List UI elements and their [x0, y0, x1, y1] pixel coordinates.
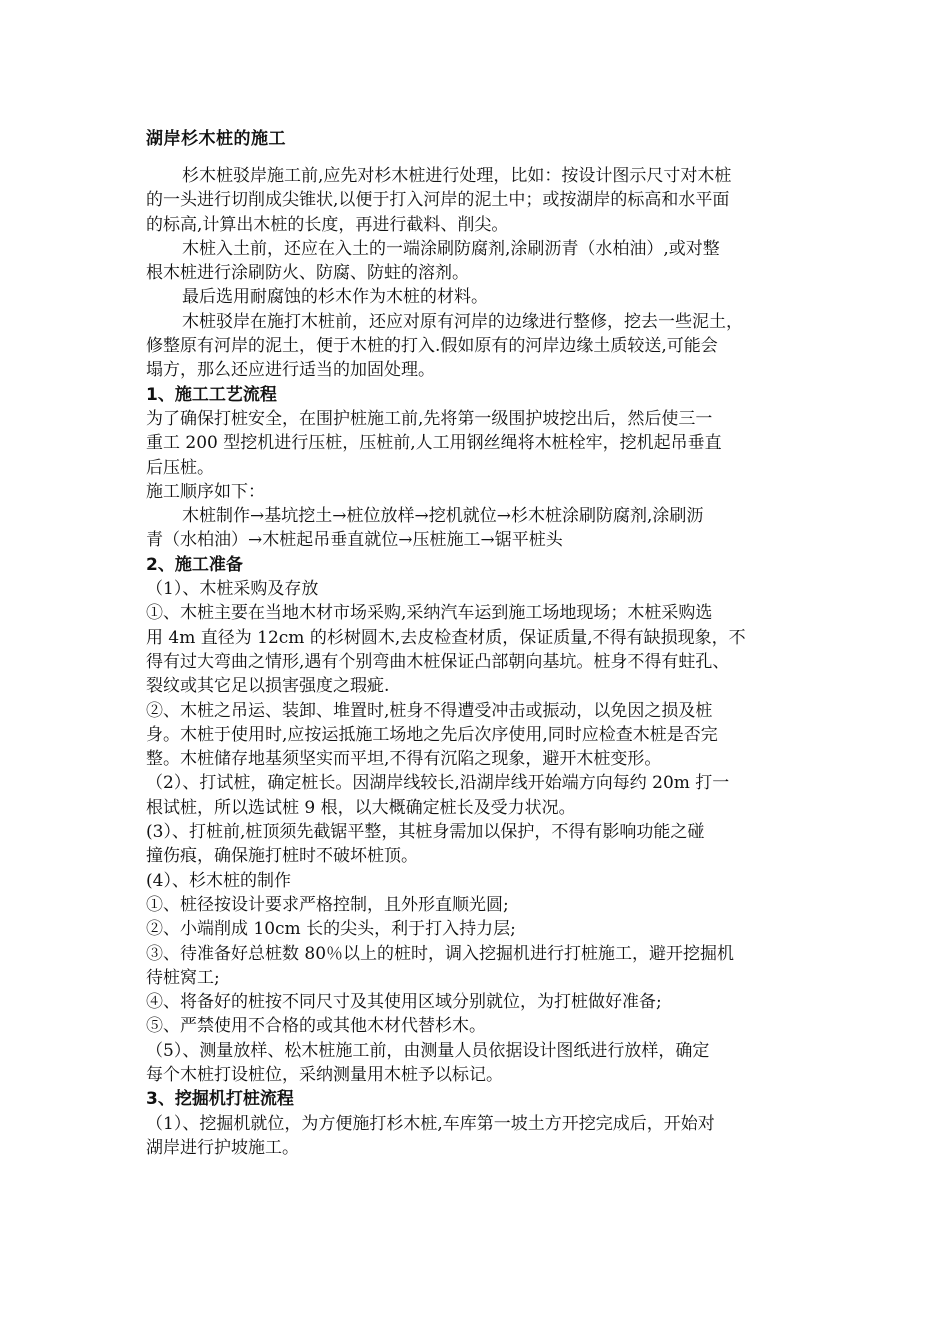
text-line: 根试桩，所以选试桩 9 根，以大概确定桩长及受力状况。 — [146, 797, 576, 818]
text-line: 木桩入土前，还应在入土的一端涂刷防腐剂,涂刷沥青（水柏油）,或对整 — [182, 238, 720, 259]
text-line: 身。木桩于使用时,应按运抵施工场地之先后次序使用,同时应检查木桩是否完 — [146, 724, 718, 745]
section-heading: 2、施工准备 — [146, 554, 243, 575]
text-line: 用 4m 直径为 12cm 的杉树圆木,去皮检查材质，保证质量,不得有缺损现象，不 — [146, 627, 746, 648]
text-line: 为了确保打桩安全，在围护桩施工前,先将第一级围护坡挖出后，然后使三一 — [146, 408, 713, 429]
text-line: 施工顺序如下： — [146, 481, 265, 502]
text-line: ⑤、严禁使用不合格的或其他木材代替杉木。 — [146, 1016, 486, 1037]
section-heading: 3、挖掘机打桩流程 — [146, 1089, 294, 1110]
text-line: 撞伤痕，确保施打桩时不破坏桩顶。 — [146, 846, 418, 867]
text-line: 后压桩。 — [146, 457, 214, 478]
text-line: ③、待准备好总桩数 80％以上的桩时，调入挖掘机进行打桩施工，避开挖掘机 — [146, 943, 735, 964]
text-line: 青（水柏油）→木桩起吊垂直就位→压桩施工→锯平桩头 — [146, 530, 563, 551]
text-line: ①、桩径按设计要求严格控制，且外形直顺光圆; — [146, 894, 509, 915]
text-line: (4）、杉木桩的制作 — [146, 870, 291, 891]
text-line: （2）、打试桩，确定桩长。因湖岸线较长,沿湖岸线开始端方向每约 20m 打一 — [146, 773, 730, 794]
text-line: ①、木桩主要在当地木材市场采购,采纳汽车运到施工场地现场；木桩采购选 — [146, 603, 713, 624]
document-title: 湖岸杉木桩的施工 — [146, 129, 286, 149]
text-line: 的标高,计算出木桩的长度，再进行截料、削尖。 — [146, 214, 509, 235]
text-line: 湖岸进行护坡施工。 — [146, 1137, 299, 1158]
text-line: 裂纹或其它足以损害强度之瑕疵. — [146, 676, 390, 697]
text-line: 杉木桩驳岸施工前,应先对杉木桩进行处理，比如：按设计图示尺寸对木桩 — [182, 166, 732, 186]
text-line: ②、木桩之吊运、装卸、堆置时,桩身不得遭受冲击或振动，以免因之损及桩 — [146, 700, 713, 721]
text-line: （1）、木桩采购及存放 — [146, 579, 319, 600]
text-line: 木桩制作→基坑挖土→桩位放样→挖机就位→杉木桩涂刷防腐剂,涂刷沥 — [182, 506, 704, 527]
text-line: （1）、挖掘机就位，为方便施打杉木桩,车库第一坡土方开挖完成后，开始对 — [146, 1113, 715, 1134]
text-line: ②、小端削成 10cm 长的尖头，利于打入持力层; — [146, 919, 516, 940]
text-line: 根木桩进行涂刷防火、防腐、防蛀的溶剂。 — [146, 263, 469, 284]
text-line: 整。木桩储存地基须坚实而平坦,不得有沉陷之现象，避开木桩变形。 — [146, 749, 662, 770]
section-heading: 1、施工工艺流程 — [146, 384, 277, 405]
text-line: ④、将备好的桩按不同尺寸及其使用区域分别就位，为打桩做好准备; — [146, 992, 662, 1013]
text-line: 的一头进行切削成尖锥状,以便于打入河岸的泥土中；或按湖岸的标高和水平面 — [146, 190, 730, 211]
text-line: (3）、打桩前,桩顶须先截锯平整，其桩身需加以保护，不得有影响功能之碰 — [146, 822, 705, 843]
text-line: 塌方，那么还应进行适当的加固处理。 — [146, 360, 435, 381]
text-line: （5）、测量放样、松木桩施工前，由测量人员依据设计图纸进行放样，确定 — [146, 1040, 710, 1061]
text-line: 得有过大弯曲之情形,遇有个别弯曲木桩保证凸部朝向基坑。桩身不得有蛀孔、 — [146, 651, 730, 672]
text-line: 最后选用耐腐蚀的杉木作为木桩的材料。 — [182, 287, 488, 308]
text-line: 重工 200 型挖机进行压桩，压桩前,人工用钢丝绳将木桩栓牢，挖机起吊垂直 — [146, 433, 722, 454]
text-line: 每个木桩打设桩位，采纳测量用木桩予以标记。 — [146, 1064, 503, 1085]
text-line: 木桩驳岸在施打木桩前，还应对原有河岸的边缘进行整修，挖去一些泥土， — [182, 311, 743, 332]
text-line: 修整原有河岸的泥土，便于木桩的打入.假如原有的河岸边缘土质较送,可能会 — [146, 336, 718, 357]
text-line: 待桩窝工; — [146, 967, 220, 988]
document-body — [146, 164, 810, 1160]
